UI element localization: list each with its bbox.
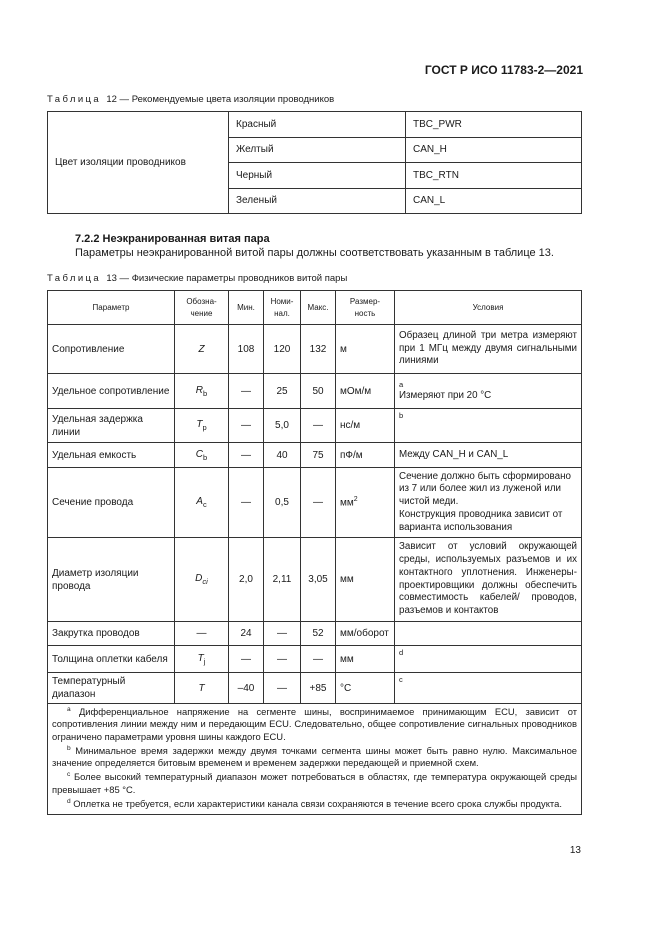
max-cell: — (301, 646, 336, 673)
table-row (48, 443, 582, 468)
nominal-cell: 5,0 (264, 409, 301, 443)
param-cell: Удельное сопротивление (48, 374, 175, 409)
table-row (48, 409, 582, 443)
param-cell: Удельная задержка линии (48, 409, 175, 443)
table12-caption-text: 12 — Рекомендуемые цвета изоляции проводников (106, 94, 335, 105)
table-row (48, 622, 582, 646)
conditions-cell: Зависит от условий окружающей среды, используемых разъемов и их контактного уплотнения. Инженеры-проектировщики должны обеспечить совместимость кабелей/ проводов, разъемов и контактов (395, 538, 582, 622)
section-paragraph: Параметры неэкранированной витой пары должны соответствовать указанным в таблице 13. (75, 247, 554, 259)
header-parameter: Параметр (48, 291, 175, 325)
nominal-cell: — (264, 673, 301, 704)
symbol-cell: — (175, 622, 229, 646)
footnote: $^c$ Более высокий температурный диапазон может потребоваться в областях, где температура окружающей среды превышает +85 °С. (52, 771, 578, 795)
nominal-cell: 40 (264, 443, 301, 468)
param-cell: Закрутка проводов (48, 622, 175, 646)
unit-cell: °С (336, 673, 395, 704)
footnote-ref: d (399, 648, 404, 657)
table12-signal-cell: TBC_RTN (406, 163, 582, 189)
footnote-ref: b (399, 411, 404, 420)
table13-caption-label: Таблица (47, 273, 102, 284)
header-max: Макс. (301, 291, 336, 325)
footnote: $^d$ Оплетка не требуется, если характеристики канала связи сохраняются в течение всего срока службы продукта. (67, 797, 562, 810)
min-cell: 108 (229, 325, 264, 374)
table13-caption-text: 13 — Физические параметры проводников витой пары (106, 273, 348, 284)
symbol-cell: $D_{ci}$ (175, 538, 229, 622)
table13-header-row (48, 291, 582, 325)
table-row (48, 468, 582, 538)
table12-signal-cell: CAN_H (406, 137, 582, 163)
table12-color-cell: Зеленый (229, 188, 406, 214)
conditions-cell: Между CAN_H и CAN_L (395, 443, 582, 468)
table-row (48, 673, 582, 704)
unit-cell: мм/оборот (336, 622, 395, 646)
min-cell: — (229, 468, 264, 538)
footnote: $^a$ Дифференциальное напряжение на сегменте шины, воспринимаемое принимающим ECU, зависит от сопротивления линии между ним и передающим ECU. Следовательно, общее сопротивление сигнальных проводников ограничено параметрами уровня шины каждого ECU. (52, 706, 577, 742)
unit-cell: м (336, 325, 395, 374)
nominal-cell: 120 (264, 325, 301, 374)
symbol-cell: $T_j$ (175, 646, 229, 673)
min-cell: –40 (229, 673, 264, 704)
header-conditions: Условия (395, 291, 582, 325)
param-cell: Сопротивление (48, 325, 175, 374)
footnote-ref: a (399, 379, 404, 389)
page-number: 13 (569, 845, 581, 856)
max-cell: — (301, 468, 336, 538)
param-cell: Толщина оплетки кабеля (48, 646, 175, 673)
table12-signal-cell: TBC_PWR (406, 112, 582, 138)
header-nominal: Номи- нал. (264, 291, 301, 325)
nominal-cell: — (264, 646, 301, 673)
max-cell: 75 (301, 443, 336, 468)
nominal-cell: 2,11 (264, 538, 301, 622)
unit-cell: пФ/м (336, 443, 395, 468)
max-cell: +85 (301, 673, 336, 704)
min-cell: 2,0 (229, 538, 264, 622)
max-cell: 50 (301, 374, 336, 409)
min-cell: — (229, 646, 264, 673)
table12-color-cell: Желтый (229, 137, 406, 163)
section-title: 7.2.2 Неэкранированная витая пара (75, 233, 270, 245)
param-cell: Температурный диапазон (48, 673, 175, 704)
symbol-cell: $R_b$ (175, 374, 229, 409)
conditions-cell: Образец длиной три метра измеряют при 1 МГц между двумя сигнальными линиями (395, 325, 582, 374)
conditions-cell (395, 409, 582, 443)
max-cell: 3,05 (301, 538, 336, 622)
table13-footnotes (48, 704, 582, 815)
conditions-cell: Сечение должно быть сформировано из 7 или более жил из луженой или чистой меди. Конструкция проводника зависит от варианта использования (395, 468, 582, 538)
unit-cell: мм (336, 646, 395, 673)
table12-color-cell: Черный (229, 163, 406, 189)
table-row (48, 646, 582, 673)
nominal-cell: 25 (264, 374, 301, 409)
symbol-cell: Z (175, 325, 229, 374)
header-symbol: Обозна- чение (175, 291, 229, 325)
conditions-cell (395, 646, 582, 673)
table12-signal-cell: CAN_L (406, 188, 582, 214)
param-cell: Удельная емкость (48, 443, 175, 468)
table12-insulation-colors (47, 111, 582, 214)
max-cell: — (301, 409, 336, 443)
param-cell: Сечение провода (48, 468, 175, 538)
table-row (48, 538, 582, 622)
conditions-cell (395, 622, 582, 646)
table-row (48, 374, 582, 409)
nominal-cell: 0,5 (264, 468, 301, 538)
min-cell: 24 (229, 622, 264, 646)
symbol-cell: T (175, 673, 229, 704)
unit-cell: нс/м (336, 409, 395, 443)
param-cell: Диаметр изоляции провода (48, 538, 175, 622)
min-cell: — (229, 374, 264, 409)
document-id: ГОСТ Р ИСО 11783-2—2021 (424, 63, 583, 77)
min-cell: — (229, 409, 264, 443)
footnote-ref: c (399, 675, 403, 684)
table12-color-cell: Красный (229, 112, 406, 138)
footnote: $^b$ Минимальное время задержки между двумя точками сегмента шины может быть равно нулю. Максимальное значение определяется битовым временем и временем задержки передающей и приемной схем. (52, 744, 577, 769)
unit-cell: мОм/м (336, 374, 395, 409)
unit-cell: мм (336, 538, 395, 622)
table12-caption (47, 94, 334, 105)
symbol-cell: $T_p$ (175, 409, 229, 443)
table13-twisted-pair-parameters (47, 290, 582, 815)
table12-row-header: Цвет изоляции проводников (48, 112, 229, 214)
max-cell: 132 (301, 325, 336, 374)
symbol-cell: $C_b$ (175, 443, 229, 468)
conditions-cell (395, 673, 582, 704)
symbol-cell: $A_c$ (175, 468, 229, 538)
min-cell: — (229, 443, 264, 468)
conditions-cell: a Измеряют при 20 °С (395, 374, 582, 409)
header-unit: Размер- ность (336, 291, 395, 325)
unit-cell: $мм^2$ (336, 468, 395, 538)
nominal-cell: — (264, 622, 301, 646)
footnotes-cell (48, 704, 582, 815)
table13-caption (47, 273, 347, 284)
table12-caption-label: Таблица (47, 94, 102, 105)
table-row (48, 325, 582, 374)
max-cell: 52 (301, 622, 336, 646)
header-min: Мин. (229, 291, 264, 325)
